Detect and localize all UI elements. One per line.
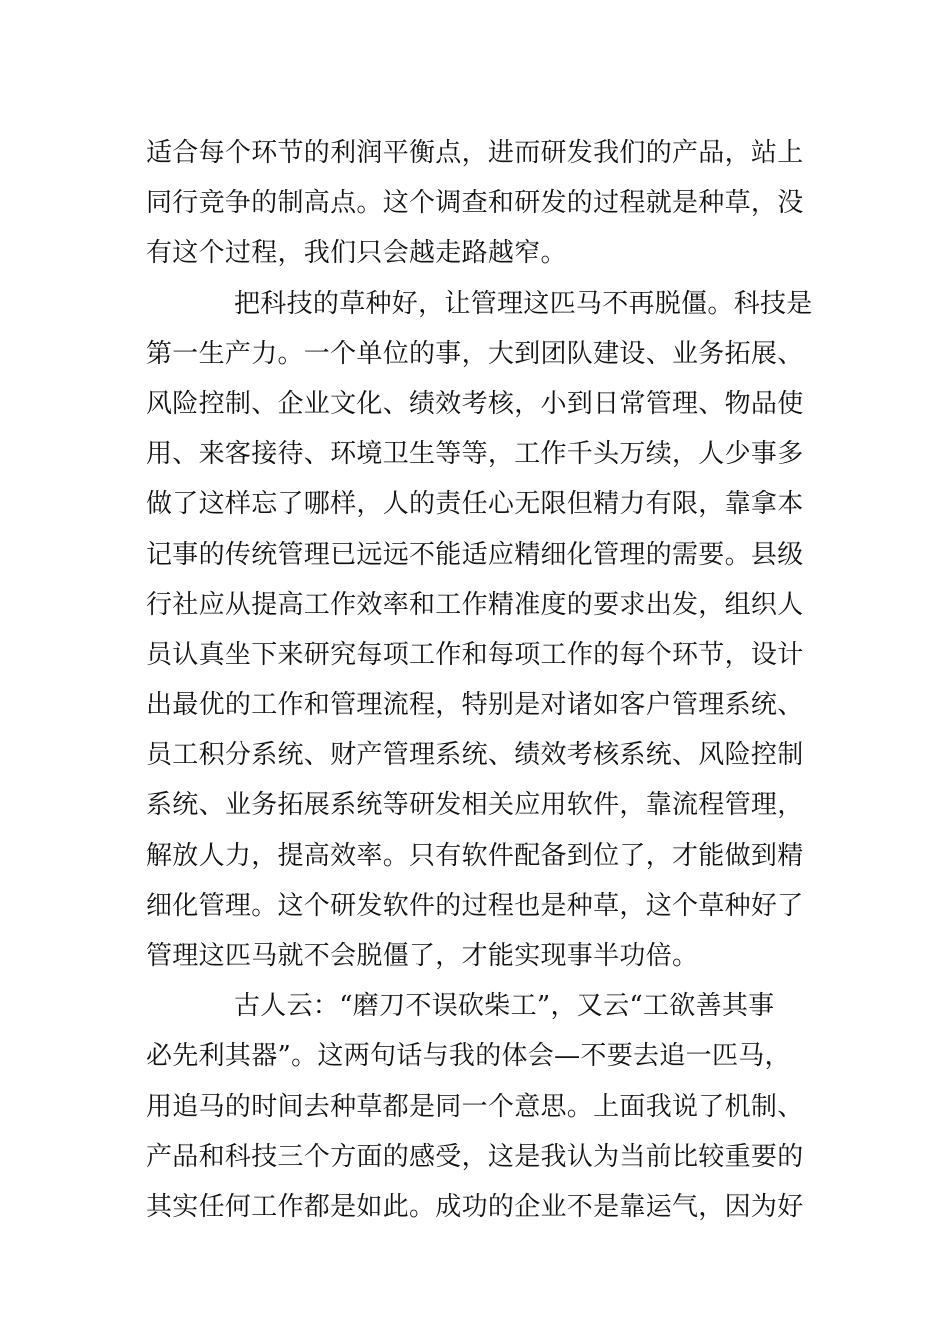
- text-line: 员工积分系统、财产管理系统、绩效考核系统、风险控制: [146, 740, 804, 771]
- text-line: 必先利其器”。这两句话与我的体会—不要去追一匹马，: [146, 1041, 791, 1072]
- text-line: 其实任何工作都是如此。成功的企业不是靠运气，因为好: [146, 1191, 804, 1222]
- text-line: 风险控制、企业文化、绩效考核，小到日常管理、物品使: [146, 388, 804, 419]
- text-line: 出最优的工作和管理流程，特别是对诸如客户管理系统、: [146, 690, 804, 721]
- text-line: 用、来客接待、环境卫生等等，工作千头万续，人少事多: [146, 439, 804, 470]
- text-line: 细化管理。这个研发软件的过程也是种草，这个草种好了: [146, 890, 804, 921]
- text-line: 做了这样忘了哪样，人的责任心无限但精力有限，靠拿本: [146, 489, 804, 520]
- text-line: 解放人力，提高效率。只有软件配备到位了，才能做到精: [146, 840, 804, 871]
- text-line: 用追马的时间去种草都是同一个意思。上面我说了机制、: [146, 1091, 804, 1122]
- text-line: 适合每个环节的利润平衡点，进而研发我们的产品，站上: [146, 138, 804, 168]
- paragraph-first-line: 把科技的草种好，让管理这匹马不再脱僵。科技是: [234, 288, 813, 319]
- paragraph-first-line: 古人云：“磨刀不误砍柴工”，又云“工欲善其事: [234, 991, 775, 1022]
- text-line: 行社应从提高工作效率和工作精准度的要求出发，组织人: [146, 589, 804, 620]
- text-line: 有这个过程，我们只会越走路越窄。: [146, 238, 567, 269]
- text-line: 记事的传统管理已远远不能适应精细化管理的需要。县级: [146, 539, 804, 570]
- text-line: 第一生产力。一个单位的事，大到团队建设、业务拓展、: [146, 338, 804, 369]
- text-line: 管理这匹马就不会脱僵了，才能实现事半功倍。: [146, 941, 699, 971]
- body-text: [146, 128, 813, 1232]
- text-line: 产品和科技三个方面的感受，这是我认为当前比较重要的: [146, 1141, 804, 1172]
- text-line: 员认真坐下来研究每项工作和每项工作的每个环节，设计: [146, 639, 804, 670]
- text-line: 同行竞争的制高点。这个调查和研发的过程就是种草，没: [146, 188, 804, 219]
- text-line: 系统、业务拓展系统等研发相关应用软件，靠流程管理，: [146, 790, 804, 821]
